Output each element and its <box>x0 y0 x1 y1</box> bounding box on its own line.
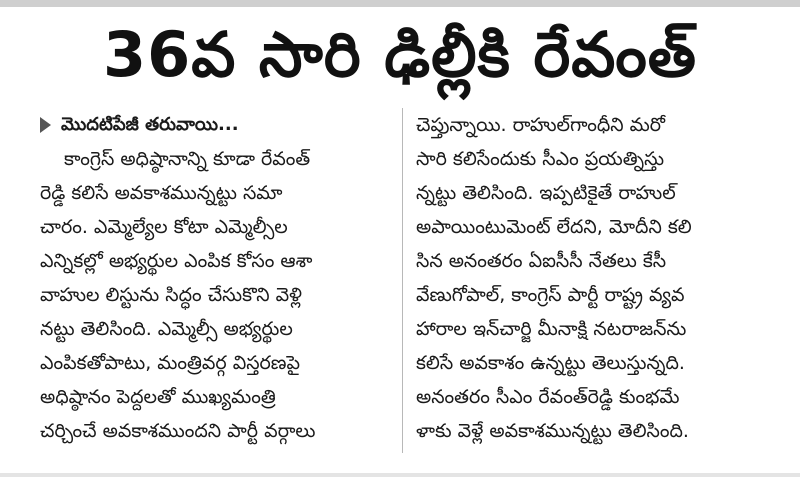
right-line: హారాల ఇన్‌చార్జి మీనాక్షి నటరాజన్‌ను <box>416 318 687 340</box>
right-line: న్నట్టు తెలిసింది. ఇప్పటికైతే రాహుల్ <box>416 182 676 204</box>
left-line: చర్చించే అవకాశముందని పార్టీ వర్గాలు <box>40 420 316 442</box>
right-line: ళాకు వెళ్లే అవకాశమున్నట్టు తెలిసింది. <box>416 420 689 442</box>
left-column <box>40 108 392 448</box>
left-line: ఎన్నికల్లో అభ్యర్థుల ఎంపిక కోసం ఆశా <box>40 250 313 272</box>
right-line: సిన అనంతరం ఏఐసీసీ నేతలు కేసీ <box>416 250 667 272</box>
left-line: చారం. ఎమ్మెల్యేల కోటా ఎమ్మెల్సీల <box>40 216 288 238</box>
top-rule <box>0 0 800 7</box>
left-line: ఎంపికతోపాటు, మంత్రివర్గ విస్తరణపై <box>40 352 301 374</box>
right-line: చెప్తున్నాయి. రాహుల్‌గాంధీని మరో <box>416 114 666 136</box>
left-line: అధిష్ఠానం పెద్దలతో ముఖ్యమంత్రి <box>40 386 276 408</box>
right-column <box>416 108 768 448</box>
left-line: వాహుల లిస్టును సిద్ధం చేసుకొని వెళ్లి <box>40 284 302 306</box>
triangle-right-icon <box>40 117 51 133</box>
right-line: అపాయింటుమెంట్ లేదని, మోదీని కలి <box>416 216 692 238</box>
article-body <box>40 108 768 468</box>
right-line: వేణుగోపాల్, కాంగ్రెస్ పార్టీ రాష్ట్ర వ్యవ <box>416 284 685 306</box>
right-line: కలిసే అవకాశం ఉన్నట్టు తెలుస్తున్నది. <box>416 352 685 374</box>
left-line: కాంగ్రెస్ అధిష్ఠానాన్ని కూడా రేవంత్ <box>64 148 311 170</box>
left-line: రెడ్డి కలిసే అవకాశమున్నట్టు సమా <box>40 182 283 204</box>
column-divider <box>402 108 403 453</box>
headline: 36వ సారి ఢిల్లీకి రేవంత్ <box>102 18 697 91</box>
continued-kicker <box>40 108 392 142</box>
bottom-rule <box>0 473 800 477</box>
right-line: అనంతరం సీఎం రేవంత్‌రెడ్డి కుంభమే <box>416 386 680 408</box>
right-line: సారి కలిసేందుకు సీఎం ప్రయత్నిస్తు <box>416 148 665 170</box>
continued-label: మొదటిపేజీ తరువాయి... <box>61 114 239 135</box>
left-line: నట్టు తెలిసింది. ఎమ్మెల్సీ అభ్యర్థుల <box>40 318 293 340</box>
